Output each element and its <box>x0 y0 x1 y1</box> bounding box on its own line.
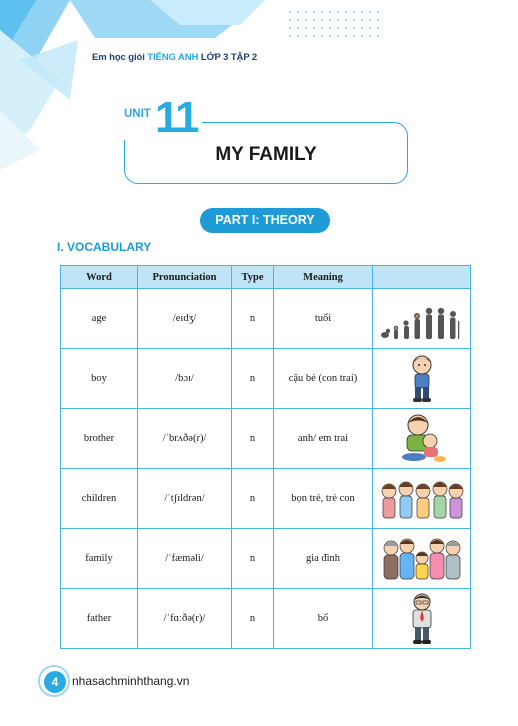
cell-meaning: bọn trẻ, trẻ con <box>274 469 373 529</box>
part-heading: PART I: THEORY <box>200 208 330 233</box>
section-heading: I. VOCABULARY <box>57 240 152 254</box>
cell-picture <box>373 409 471 469</box>
cell-word: brother <box>61 409 138 469</box>
brothers-illustration <box>394 413 450 465</box>
father-illustration <box>404 592 440 646</box>
cell-pronunciation: /ˈfɑːðə(r)/ <box>138 589 232 649</box>
cell-meaning: bố <box>274 589 373 649</box>
publisher-website: nhasachminhthang.vn <box>72 674 190 688</box>
cell-pronunciation: /eɪdʒ/ <box>138 289 232 349</box>
header-type: Type <box>232 266 274 289</box>
unit-number: 11 <box>155 93 198 142</box>
cell-meaning: cậu bé (con trai) <box>274 349 373 409</box>
vocabulary-table <box>60 265 471 649</box>
cell-meaning: anh/ em trai <box>274 409 373 469</box>
header-pronunciation: Pronunciation <box>138 266 232 289</box>
cell-type: n <box>232 409 274 469</box>
cell-meaning: gia đình <box>274 529 373 589</box>
series-suffix: LỚP 3 TẬP 2 <box>198 52 258 63</box>
children-illustration <box>379 477 465 521</box>
table-row <box>61 529 471 589</box>
unit-label: UNIT <box>124 108 151 120</box>
table-row <box>61 469 471 529</box>
cell-type: n <box>232 529 274 589</box>
table-row <box>61 289 471 349</box>
cell-type: n <box>232 589 274 649</box>
table-row <box>61 589 471 649</box>
table-row <box>61 349 471 409</box>
table-header-row <box>61 266 471 289</box>
page-number: 4 <box>44 671 66 693</box>
cell-word: age <box>61 289 138 349</box>
series-prefix: Em học giỏi <box>92 52 148 63</box>
family-illustration <box>379 536 465 582</box>
cell-type: n <box>232 289 274 349</box>
cell-picture <box>373 589 471 649</box>
ages-of-life-illustration <box>379 297 465 341</box>
cell-pronunciation: /ˈbrʌðə(r)/ <box>138 409 232 469</box>
cell-type: n <box>232 469 274 529</box>
boy-illustration <box>402 353 442 405</box>
cell-picture <box>373 289 471 349</box>
series-highlight: TIẾNG ANH <box>147 52 199 63</box>
cell-picture <box>373 349 471 409</box>
header-picture <box>373 266 471 289</box>
cell-word: boy <box>61 349 138 409</box>
header-meaning: Meaning <box>274 266 373 289</box>
book-series-title <box>92 52 257 63</box>
cell-word: father <box>61 589 138 649</box>
cell-pronunciation: /ˈfæməli/ <box>138 529 232 589</box>
unit-title: MY FAMILY <box>215 144 317 165</box>
cell-word: family <box>61 529 138 589</box>
cell-word: children <box>61 469 138 529</box>
header-word: Word <box>61 266 138 289</box>
cell-picture <box>373 469 471 529</box>
table-row <box>61 409 471 469</box>
cell-pronunciation: /ˈtʃɪldrən/ <box>138 469 232 529</box>
cell-type: n <box>232 349 274 409</box>
cell-pronunciation: /bɔɪ/ <box>138 349 232 409</box>
cell-picture <box>373 529 471 589</box>
cell-meaning: tuổi <box>274 289 373 349</box>
